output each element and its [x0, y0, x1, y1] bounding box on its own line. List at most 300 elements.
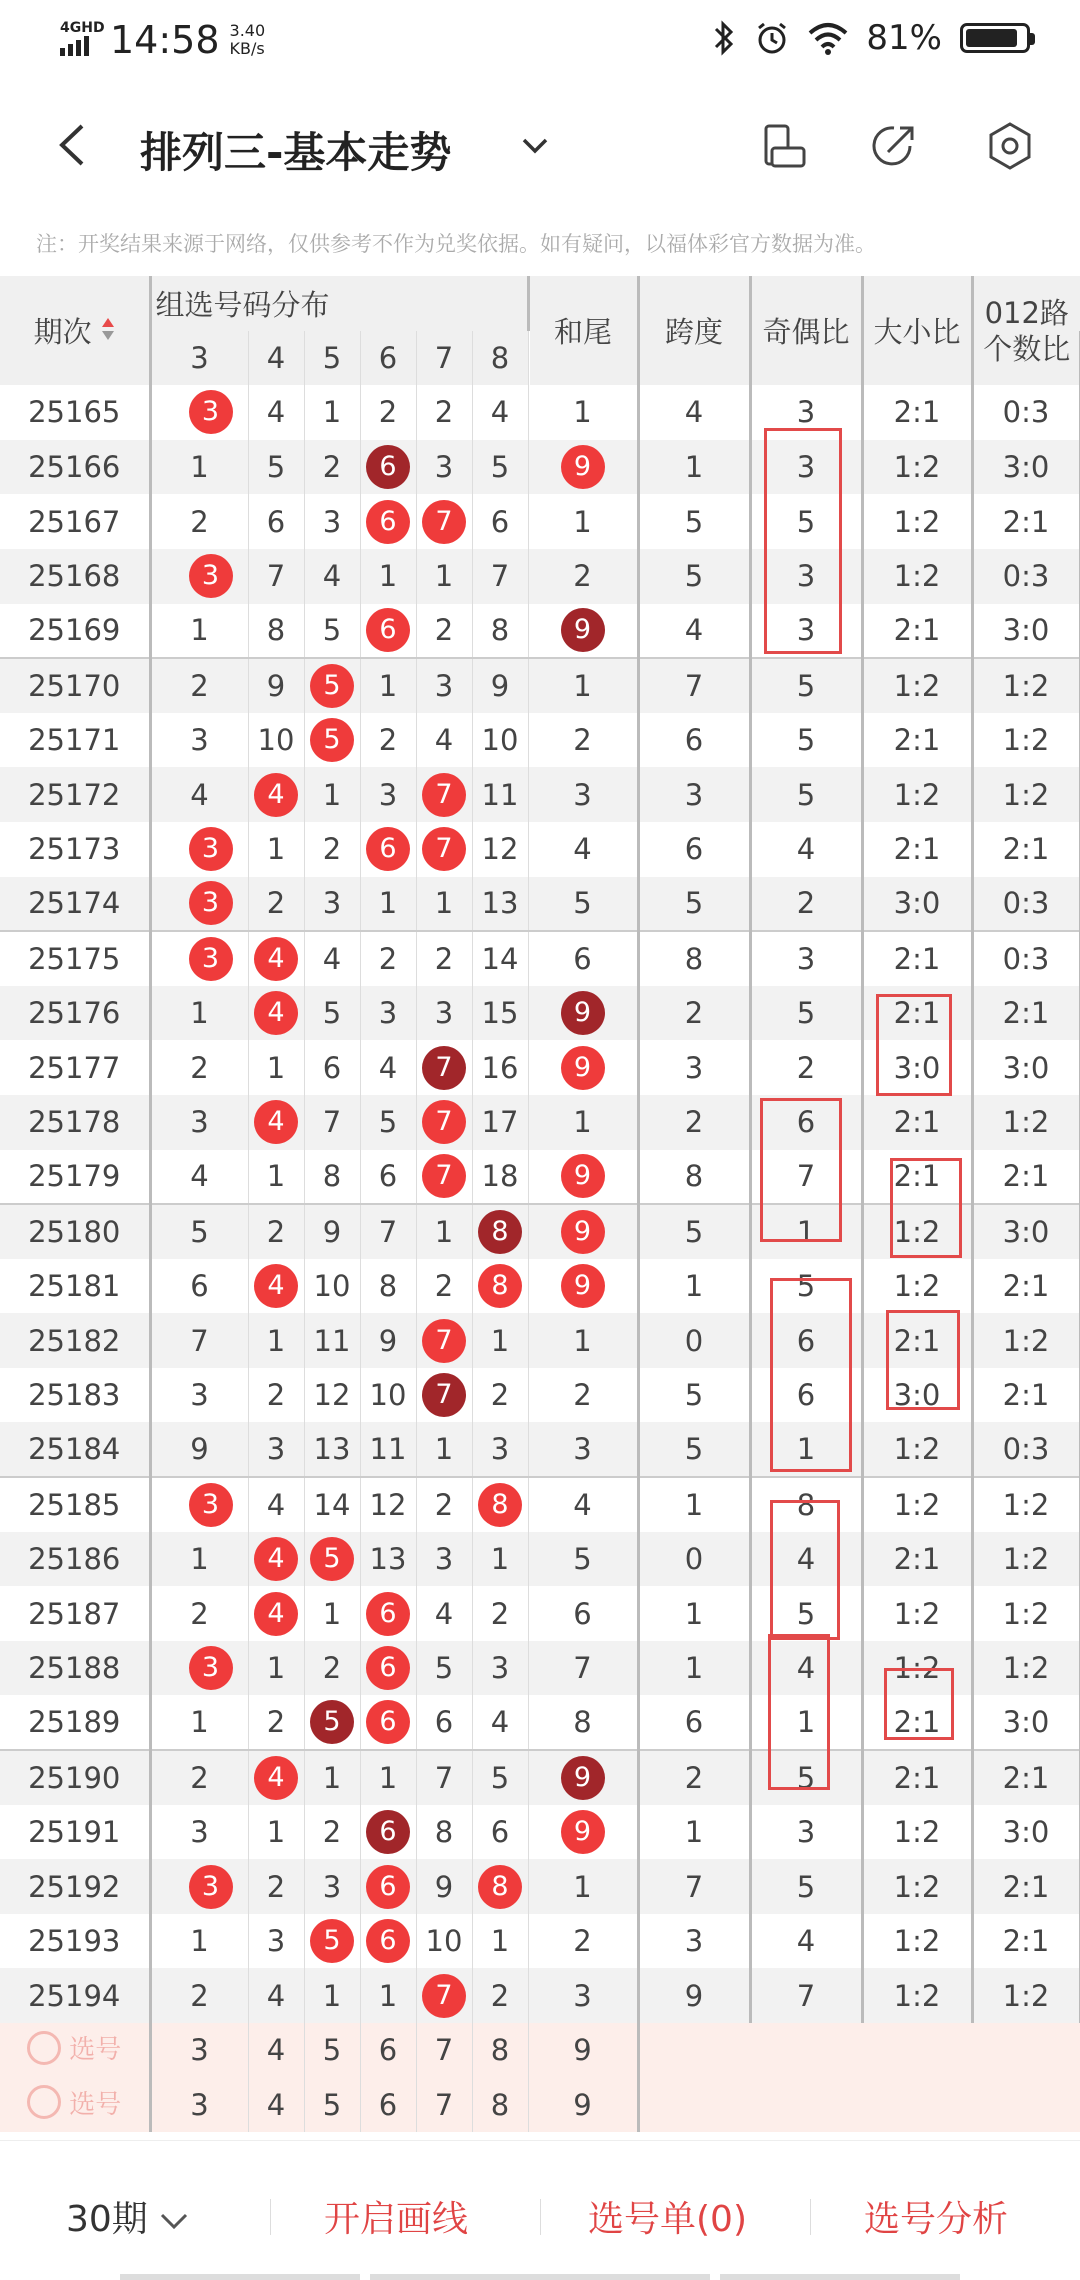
- digit-cell: [360, 1914, 416, 1969]
- digit-cell: [304, 1040, 360, 1095]
- miss-count: 2: [190, 1978, 209, 2013]
- digit-cell: [528, 877, 638, 932]
- digit-cell: [248, 1204, 304, 1259]
- miss-count: 2: [378, 723, 398, 758]
- hit-ball: 7: [422, 1100, 466, 1144]
- digit-cell: [528, 604, 638, 659]
- hit-ball: 3: [189, 937, 233, 981]
- digit-cell: [528, 1204, 638, 1259]
- odd-even-cell: 2:1: [862, 822, 972, 877]
- digit-cell: [150, 1313, 248, 1368]
- miss-count: 5: [573, 1541, 592, 1576]
- status-time: 14:58: [110, 18, 220, 62]
- digit-cell: [150, 1586, 248, 1641]
- digit-cell: [360, 1477, 416, 1532]
- odd-even-cell: 2:1: [862, 1313, 972, 1368]
- big-small-cell: 1:2: [972, 1095, 1080, 1150]
- miss-count: 1: [322, 1596, 342, 1631]
- digit-cell: [248, 1750, 304, 1805]
- table-row: [0, 1150, 1080, 1205]
- miss-count: 4: [490, 395, 510, 430]
- digit-cell: [472, 931, 528, 986]
- hit-ball: 6: [366, 827, 410, 871]
- big-small-cell: 2:1: [972, 1150, 1080, 1205]
- miss-count: 1: [190, 1705, 209, 1740]
- digit-cell: [248, 1259, 304, 1314]
- digit-cell: [528, 767, 638, 822]
- hit-ball: 7: [422, 773, 466, 817]
- digit-cell: [304, 1368, 360, 1423]
- hit-ball: 3: [189, 1646, 233, 1690]
- wifi-icon: [808, 21, 848, 55]
- period-cell: 25181: [0, 1259, 150, 1314]
- digit-cell: [150, 1259, 248, 1314]
- digit-cell: [304, 1914, 360, 1969]
- miss-count: 1: [434, 559, 454, 594]
- digit-cell: [248, 1095, 304, 1150]
- digit-cell: [416, 1477, 472, 1532]
- period-count-selector[interactable]: 30期: [66, 2191, 189, 2242]
- table-row: [0, 440, 1080, 495]
- table-row: [0, 1805, 1080, 1860]
- digit-cell: [528, 1805, 638, 1860]
- hit-ball: 4: [254, 1100, 298, 1144]
- digit-cell: [360, 1313, 416, 1368]
- miss-count: 4: [490, 1705, 510, 1740]
- hewei-cell: 7: [638, 1859, 750, 1914]
- digit-cell: [150, 1914, 248, 1969]
- select-empty-cell: [750, 2078, 862, 2133]
- digit-cell: [472, 1859, 528, 1914]
- digit-cell: [360, 440, 416, 495]
- hit-ball: 8: [478, 1210, 522, 1254]
- digit-cell: [150, 1641, 248, 1696]
- miss-count: 1: [322, 395, 342, 430]
- digit-cell: [150, 1805, 248, 1860]
- select-digit-3[interactable]: 3: [150, 2078, 248, 2133]
- digit-cell: [528, 1641, 638, 1696]
- kuadu-cell: 5: [750, 494, 862, 549]
- signal-icon: 4GHD: [60, 20, 102, 60]
- digit-cell: [416, 658, 472, 713]
- select-empty-cell: [638, 2078, 750, 2133]
- select-digit-8[interactable]: 8: [472, 2023, 528, 2078]
- digit-cell: [360, 931, 416, 986]
- kuadu-cell: 5: [750, 658, 862, 713]
- big-small-cell: 1:2: [972, 1532, 1080, 1587]
- miss-count: 10: [425, 1924, 463, 1959]
- miss-count: 2: [322, 832, 342, 867]
- miss-count: 14: [313, 1487, 351, 1522]
- miss-count: 3: [322, 886, 342, 921]
- digit-cell: [472, 1313, 528, 1368]
- digit-cell: [360, 494, 416, 549]
- miss-count: 4: [322, 941, 342, 976]
- digit-cell: [528, 1040, 638, 1095]
- hit-ball: 9: [561, 1756, 605, 1800]
- period-cell: 25166: [0, 440, 150, 495]
- kuadu-cell: 1: [750, 1695, 862, 1750]
- selection-analysis-button[interactable]: 选号分析: [864, 2199, 1009, 2240]
- digit-cell: [304, 1750, 360, 1805]
- odd-even-cell: 2:1: [862, 1750, 972, 1805]
- hewei-cell: 1: [638, 1259, 750, 1314]
- hewei-cell: 6: [638, 1695, 750, 1750]
- period-cell: 25185: [0, 1477, 150, 1532]
- miss-count: 8: [322, 1159, 342, 1194]
- digit-cell: [528, 822, 638, 877]
- miss-count: 4: [190, 1159, 209, 1194]
- miss-count: 9: [322, 1214, 342, 1249]
- kuadu-cell: 4: [750, 1532, 862, 1587]
- battery-icon: [960, 23, 1030, 53]
- miss-count: 3: [434, 1541, 454, 1576]
- digit-cell: [304, 658, 360, 713]
- digit-cell: [304, 1859, 360, 1914]
- table-row: [0, 1750, 1080, 1805]
- miss-count: 2: [490, 1596, 510, 1631]
- digit-cell: [416, 1313, 472, 1368]
- digit-cell: [360, 1532, 416, 1587]
- battery-percent: 81%: [866, 18, 942, 58]
- digit-cell: [472, 1422, 528, 1477]
- table-row: [0, 549, 1080, 604]
- digit-cell: [304, 931, 360, 986]
- digit-cell: [416, 1422, 472, 1477]
- miss-count: 1: [378, 559, 398, 594]
- table-row: [0, 1532, 1080, 1587]
- digit-cell: [360, 877, 416, 932]
- digit-cell: [416, 1368, 472, 1423]
- digit-cell: [528, 1259, 638, 1314]
- kuadu-cell: 2: [750, 1040, 862, 1095]
- digit-cell: [528, 658, 638, 713]
- miss-count: 9: [434, 1869, 454, 1904]
- digit-cell: [304, 385, 360, 440]
- select-digit-7[interactable]: 7: [416, 2023, 472, 2078]
- digit-cell: [472, 604, 528, 659]
- hit-ball: 9: [561, 1810, 605, 1854]
- digit-cell: [248, 1641, 304, 1696]
- table-row: [0, 1095, 1080, 1150]
- digit-cell: [528, 1750, 638, 1805]
- digit-cell: [472, 877, 528, 932]
- hit-ball: 6: [366, 1810, 410, 1854]
- big-small-cell: 3:0: [972, 1204, 1080, 1259]
- big-small-cell: 1:2: [972, 1313, 1080, 1368]
- select-digit-6[interactable]: 6: [360, 2078, 416, 2133]
- period-cell: 25190: [0, 1750, 150, 1805]
- miss-count: 1: [266, 1814, 286, 1849]
- digit-header-6: 6: [360, 331, 416, 386]
- odd-even-header: 奇偶比: [750, 276, 862, 385]
- selection-list-button[interactable]: 选号单(0): [588, 2199, 747, 2240]
- digit-cell: [304, 1095, 360, 1150]
- digit-cell: [360, 1805, 416, 1860]
- period-cell: 25174: [0, 877, 150, 932]
- select-digit-4[interactable]: 4: [248, 2078, 304, 2133]
- table-row: [0, 1313, 1080, 1368]
- select-empty-cell: [750, 2023, 862, 2078]
- miss-count: 6: [266, 504, 286, 539]
- miss-count: 3: [190, 1814, 209, 1849]
- digit-cell: [360, 767, 416, 822]
- miss-count: 17: [481, 1105, 519, 1140]
- table-row: [0, 1641, 1080, 1696]
- digit-cell: [416, 549, 472, 604]
- big-small-cell: 1:2: [972, 1968, 1080, 2023]
- miss-count: 1: [378, 886, 398, 921]
- digit-cell: [150, 549, 248, 604]
- digit-cell: [416, 1968, 472, 2023]
- digit-cell: [472, 549, 528, 604]
- hewei-cell: 3: [638, 1914, 750, 1969]
- digit-cell: [416, 1040, 472, 1095]
- miss-count: 5: [490, 1760, 510, 1795]
- digit-cell: [472, 1040, 528, 1095]
- period-cell: 25183: [0, 1368, 150, 1423]
- miss-count: 1: [573, 1105, 592, 1140]
- digit-cell: [304, 549, 360, 604]
- big-small-cell: 3:0: [972, 1695, 1080, 1750]
- digit-cell: [304, 1641, 360, 1696]
- kuadu-cell: 4: [750, 822, 862, 877]
- miss-count: 5: [322, 613, 342, 648]
- miss-count: 6: [573, 941, 592, 976]
- period-cell: 25192: [0, 1859, 150, 1914]
- big-small-cell: 1:2: [972, 1477, 1080, 1532]
- miss-count: 14: [481, 941, 519, 976]
- screen-rotate-icon[interactable]: [758, 120, 810, 172]
- miss-count: 6: [490, 1814, 510, 1849]
- digit-cell: [150, 767, 248, 822]
- miss-count: 11: [481, 777, 519, 812]
- select-digit-6[interactable]: 6: [360, 2023, 416, 2078]
- select-toggle[interactable]: [27, 2029, 121, 2066]
- hit-ball: 6: [366, 1865, 410, 1909]
- digit-cell: [528, 440, 638, 495]
- miss-count: 2: [190, 1050, 209, 1085]
- digit-header-8: 8: [472, 331, 528, 386]
- miss-count: 1: [378, 668, 398, 703]
- hewei-cell: 1: [638, 1641, 750, 1696]
- hewei-cell: 0: [638, 1532, 750, 1587]
- hit-ball: 6: [366, 1646, 410, 1690]
- digit-cell: [528, 931, 638, 986]
- hit-ball: 4: [254, 1756, 298, 1800]
- digit-cell: [416, 385, 472, 440]
- miss-count: 7: [266, 559, 286, 594]
- digit-cell: [150, 385, 248, 440]
- miss-count: 3: [490, 1651, 510, 1686]
- miss-count: 1: [378, 1978, 398, 2013]
- hewei-cell: 2: [638, 1750, 750, 1805]
- miss-count: 4: [322, 559, 342, 594]
- miss-count: 2: [322, 1814, 342, 1849]
- miss-count: 1: [190, 1541, 209, 1576]
- big-small-cell: 0:3: [972, 877, 1080, 932]
- digit-header-7: 7: [416, 331, 472, 386]
- miss-count: 12: [369, 1487, 407, 1522]
- miss-count: 1: [266, 1050, 286, 1085]
- select-digit-9[interactable]: 9: [528, 2023, 638, 2078]
- miss-count: 3: [434, 450, 454, 485]
- odd-even-cell: 1:2: [862, 1586, 972, 1641]
- digit-cell: [248, 440, 304, 495]
- kuadu-cell: 5: [750, 986, 862, 1041]
- hit-ball: 8: [478, 1264, 522, 1308]
- digit-cell: [304, 1313, 360, 1368]
- digit-cell: [416, 986, 472, 1041]
- digit-cell: [416, 767, 472, 822]
- network-speed: 3.40 KB/s: [229, 21, 266, 58]
- odd-even-cell: 2:1: [862, 713, 972, 768]
- table-row: [0, 494, 1080, 549]
- digit-cell: [472, 1095, 528, 1150]
- odd-even-cell: 1:2: [862, 549, 972, 604]
- digit-cell: [416, 494, 472, 549]
- digit-cell: [248, 986, 304, 1041]
- period-cell: 25186: [0, 1532, 150, 1587]
- sort-icon[interactable]: [101, 316, 115, 342]
- big-small-cell: 3:0: [972, 1805, 1080, 1860]
- trend-table: [0, 276, 1080, 2122]
- share-icon[interactable]: [868, 120, 920, 172]
- digit-cell: [416, 1805, 472, 1860]
- table-row: [0, 822, 1080, 877]
- digit-cell: [248, 1805, 304, 1860]
- miss-count: 13: [313, 1432, 351, 1467]
- miss-count: 3: [190, 723, 209, 758]
- miss-count: 6: [322, 1050, 342, 1085]
- digit-cell: [416, 1204, 472, 1259]
- kuadu-cell: 3: [750, 440, 862, 495]
- big-small-cell: 2:1: [972, 494, 1080, 549]
- kuadu-cell: 2: [750, 877, 862, 932]
- big-small-cell: 0:3: [972, 1422, 1080, 1477]
- hit-ball: 5: [310, 1700, 354, 1744]
- digit-cell: [248, 1313, 304, 1368]
- select-toggle[interactable]: [27, 2084, 121, 2121]
- miss-count: 1: [573, 1869, 592, 1904]
- digit-cell: [528, 1914, 638, 1969]
- miss-count: 2: [434, 1268, 454, 1303]
- period-cell: 25172: [0, 767, 150, 822]
- hit-ball: 6: [366, 445, 410, 489]
- big-small-cell: 0:3: [972, 385, 1080, 440]
- digit-cell: [304, 1968, 360, 2023]
- period-header[interactable]: 期次: [0, 276, 150, 385]
- select-digit-4[interactable]: 4: [248, 2023, 304, 2078]
- bottom-toolbar: [0, 2140, 1080, 2280]
- miss-count: 5: [490, 450, 510, 485]
- odd-even-cell: 2:1: [862, 604, 972, 659]
- odd-even-cell: 1:2: [862, 1968, 972, 2023]
- hewei-cell: 2: [638, 986, 750, 1041]
- miss-count: 3: [190, 1105, 209, 1140]
- select-digit-9[interactable]: 9: [528, 2078, 638, 2133]
- miss-count: 1: [190, 450, 209, 485]
- select-digit-5[interactable]: 5: [304, 2078, 360, 2133]
- page-title[interactable]: 排列三-基本走势: [140, 128, 452, 177]
- period-cell: 25177: [0, 1040, 150, 1095]
- select-digit-7[interactable]: 7: [416, 2078, 472, 2133]
- hit-ball: 3: [189, 554, 233, 598]
- select-digit-3[interactable]: 3: [150, 2023, 248, 2078]
- digit-cell: [304, 1695, 360, 1750]
- back-icon[interactable]: [50, 120, 94, 170]
- digit-cell: [528, 1477, 638, 1532]
- table-row: [0, 1259, 1080, 1314]
- select-empty-cell: [862, 2023, 972, 2078]
- miss-count: 1: [266, 1159, 286, 1194]
- hit-ball: 3: [189, 390, 233, 434]
- miss-count: 1: [434, 1214, 454, 1249]
- miss-count: 2: [434, 1487, 454, 1522]
- miss-count: 1: [190, 613, 209, 648]
- odd-even-cell: 3:0: [862, 877, 972, 932]
- chevron-down-icon[interactable]: [520, 130, 550, 160]
- digit-cell: [360, 1040, 416, 1095]
- kuadu-cell: 3: [750, 549, 862, 604]
- odd-even-cell: 3:0: [862, 1040, 972, 1095]
- table-row: [0, 767, 1080, 822]
- draw-line-button[interactable]: 开启画线: [324, 2199, 469, 2240]
- table-row: [0, 1586, 1080, 1641]
- miss-count: 1: [322, 777, 342, 812]
- digit-cell: [528, 1968, 638, 2023]
- big-small-cell: 2:1: [972, 986, 1080, 1041]
- digit-cell: [150, 931, 248, 986]
- digit-cell: [150, 1532, 248, 1587]
- settings-icon[interactable]: [984, 120, 1036, 172]
- digit-cell: [528, 494, 638, 549]
- hewei-cell: 5: [638, 549, 750, 604]
- table-row: [0, 877, 1080, 932]
- table-row: [0, 1914, 1080, 1969]
- period-cell: 25171: [0, 713, 150, 768]
- hewei-cell: 1: [638, 440, 750, 495]
- miss-count: 5: [378, 1105, 398, 1140]
- digit-cell: [248, 1368, 304, 1423]
- hit-ball: 7: [422, 1154, 466, 1198]
- miss-count: 6: [378, 1159, 398, 1194]
- select-digit-5[interactable]: 5: [304, 2023, 360, 2078]
- digit-cell: [248, 549, 304, 604]
- miss-count: 15: [481, 996, 519, 1031]
- alarm-icon: [754, 20, 790, 56]
- miss-count: 1: [434, 1432, 454, 1467]
- digit-cell: [150, 1150, 248, 1205]
- digit-cell: [416, 1859, 472, 1914]
- odd-even-cell: 2:1: [862, 1532, 972, 1587]
- select-digit-8[interactable]: 8: [472, 2078, 528, 2133]
- miss-count: 10: [481, 723, 519, 758]
- hit-ball: 3: [189, 827, 233, 871]
- big-small-cell: 3:0: [972, 604, 1080, 659]
- miss-count: 2: [573, 1924, 592, 1959]
- miss-count: 1: [266, 1323, 286, 1358]
- hewei-cell: 4: [638, 604, 750, 659]
- miss-count: 13: [481, 886, 519, 921]
- hit-ball: 3: [189, 1865, 233, 1909]
- digit-cell: [416, 931, 472, 986]
- select-empty-cell: [638, 2023, 750, 2078]
- table-row: [0, 1204, 1080, 1259]
- odd-even-cell: 1:2: [862, 1204, 972, 1259]
- digit-cell: [248, 1040, 304, 1095]
- period-cell: 25191: [0, 1805, 150, 1860]
